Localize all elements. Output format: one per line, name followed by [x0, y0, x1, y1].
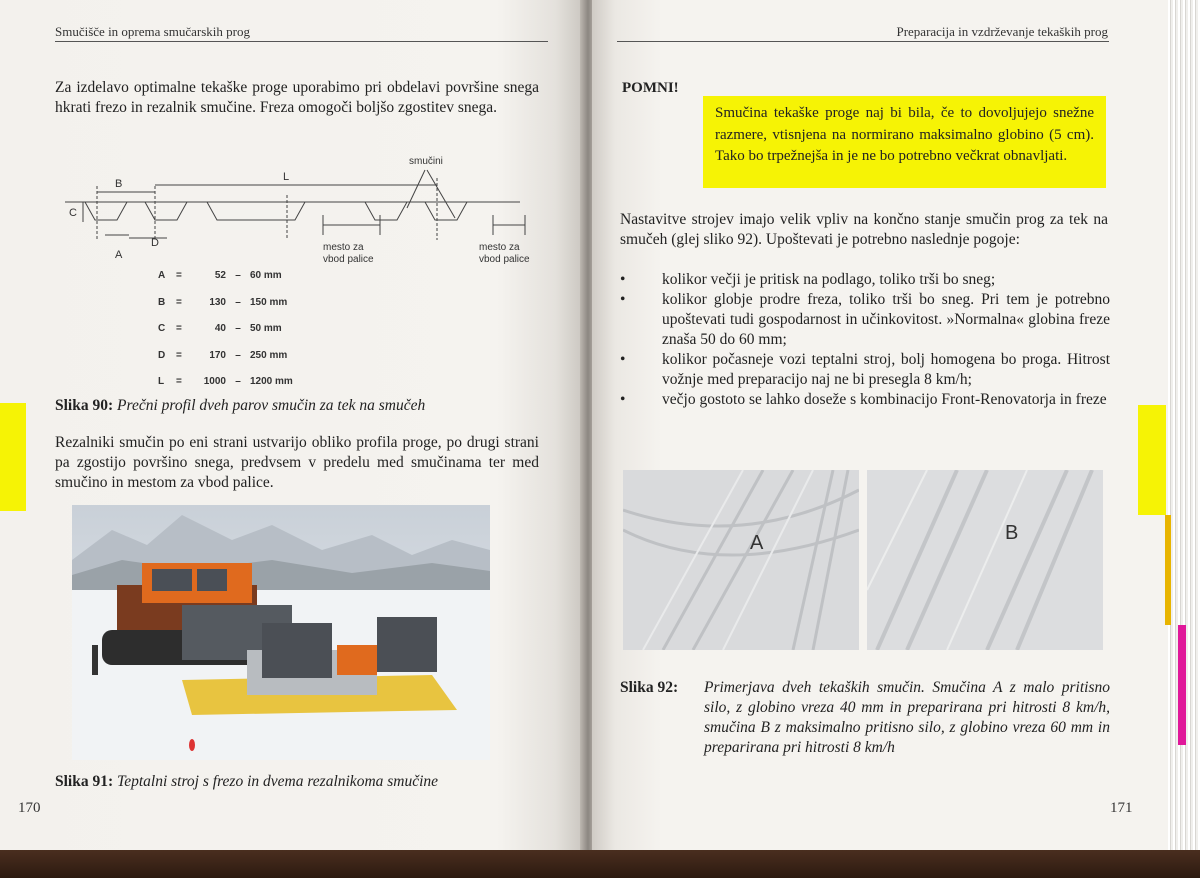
dim-dash: –: [235, 349, 241, 361]
figure-90-label: Slika 90:: [55, 397, 114, 414]
dim-max: 1200 mm: [250, 376, 293, 387]
dim-max: 50 mm: [250, 323, 282, 334]
list-item: • kolikor večji je pritisk na podlago, toliko trši bo sneg;: [620, 270, 1110, 290]
dim-label-a: A: [115, 249, 123, 261]
figure-90-caption: [55, 396, 535, 416]
dim-eq: =: [176, 270, 182, 281]
figure-91-caption: [55, 772, 535, 792]
edge-orange-tab: [1165, 515, 1171, 625]
dim-label-d: D: [151, 237, 159, 249]
dim-key: L: [158, 376, 165, 387]
pole-label-2-line2: vbod palice: [479, 254, 530, 265]
track-profile-diagram: [55, 150, 545, 270]
dim-key: C: [158, 323, 166, 334]
intro-paragraph: Za izdelavo optimalne tekaške proge uporabimo pri obdelavi površine snega hkrati frezo in rezalnik smučine. Freza omogoči boljšo zgostitev snega.: [55, 79, 539, 116]
dim-eq: =: [176, 296, 182, 308]
dim-eq: =: [176, 349, 182, 361]
snow-groomer-photo: [72, 505, 490, 760]
dim-eq: =: [176, 376, 182, 387]
dim-eq: =: [176, 323, 182, 334]
dim-min: 40: [214, 323, 226, 334]
photo-a-label: A: [750, 532, 764, 554]
right-page-number: 171: [1110, 800, 1133, 816]
left-page: [0, 0, 585, 850]
dim-dash: –: [235, 270, 241, 281]
dimension-table: [158, 270, 310, 403]
right-running-head: Preparacija in vzdrževanje tekaških prog: [896, 24, 1108, 39]
figure-92-text: Primerjava dveh tekaških smučin. Smučina A z malo pritisno silo, z globino vreza 40 mm in preparirana pri hitrosti 8 km/h, smučina B z maksimalno pritisno silo, z globino vreza 60 mm in preparirana pri hitrosti 8 km/h: [704, 679, 1110, 756]
snow-track-photo-a: [623, 470, 859, 650]
dim-min: 170: [209, 349, 226, 361]
dim-dash: –: [235, 296, 241, 308]
dim-key: A: [158, 270, 166, 281]
dim-max: 60 mm: [250, 270, 282, 281]
settings-paragraph: Nastavitve strojev imajo velik vpliv na končno stanje smučin prog za tek na smučeh (glej sliko 92). Upoštevati je potrebno naslednje pogoje:: [620, 211, 1108, 248]
pole-label-1-line2: vbod palice: [323, 254, 374, 265]
dim-max: 150 mm: [250, 296, 288, 308]
left-running-head: Smučišče in oprema smučarskih prog: [55, 24, 250, 39]
dim-label-b: B: [115, 178, 123, 190]
pole-label-1-line1: mesto za: [323, 242, 364, 253]
dim-min: 1000: [203, 376, 226, 387]
pole-label-2-line1: mesto za: [479, 242, 520, 253]
dim-key: D: [158, 349, 166, 361]
dim-label-c: C: [69, 207, 77, 219]
dimension-row: [158, 323, 310, 350]
dimension-row: [158, 350, 310, 377]
dim-max: 250 mm: [250, 349, 288, 361]
left-yellow-tab: [0, 403, 26, 511]
photo-b-label: B: [1005, 522, 1019, 544]
figure-91-text: Teptalni stroj s frezo in dvema rezalnikoma smučine: [117, 773, 439, 790]
figure-92-label: Slika 92:: [620, 679, 679, 696]
dim-dash: –: [235, 323, 241, 334]
list-item: • kolikor počasneje vozi teptalni stroj, bolj homogena bo proga. Hitrost vožnje med preparacijo naj ne bi presegla 8 km/h;: [620, 350, 1110, 390]
left-page-number: 170: [18, 800, 41, 816]
list-item: • večjo gostoto se lahko doseže s kombinacijo Front-Renovatorja in freze: [620, 390, 1110, 410]
figure-90-text: Prečni profil dveh parov smučin za tek na smučeh: [117, 397, 426, 414]
smucini-label: smučini: [409, 156, 443, 167]
right-header-rule: [617, 41, 1109, 42]
table-surface: [0, 850, 1200, 878]
list-item: • kolikor globje prodre freza, toliko trši bo sneg. Pri tem je potrebno upoštevati tudi gospodarnost in učinkovitost. »Normalna« globina freze znaša 50 do 60 mm;: [620, 290, 1110, 350]
left-header-rule: [55, 41, 548, 42]
snow-track-photo-b: [867, 470, 1103, 650]
conditions-list: [620, 270, 1110, 410]
dimension-row: [158, 270, 310, 297]
right-yellow-tab: [1138, 405, 1166, 515]
figure-92-caption: [620, 678, 1110, 758]
figure-91-label: Slika 91:: [55, 773, 114, 790]
edge-magenta-tab: [1178, 625, 1186, 745]
pomni-highlight-box: Smučina tekaške proge naj bi bila, če to dovoljujejo snežne razmere, vtisnjena na normirano maksimalno globino (5 cm). Tako bo trpežnejša in je ne bo potrebno večkrat obnavljati.: [703, 96, 1106, 188]
dim-min: 52: [214, 270, 226, 281]
dim-key: B: [158, 296, 166, 308]
dim-min: 130: [209, 296, 226, 308]
dim-dash: –: [235, 376, 241, 387]
dimension-row: [158, 297, 310, 324]
pomni-label: POMNI!: [622, 80, 679, 96]
body-paragraph: Rezalniki smučin po eni strani ustvarijo obliko profila proge, po drugi strani pa zgostijo površino snega, predvsem v predelu med smučinama ter med smučino in mestom za vbod palice.: [55, 434, 539, 491]
dim-label-l: L: [283, 171, 290, 183]
